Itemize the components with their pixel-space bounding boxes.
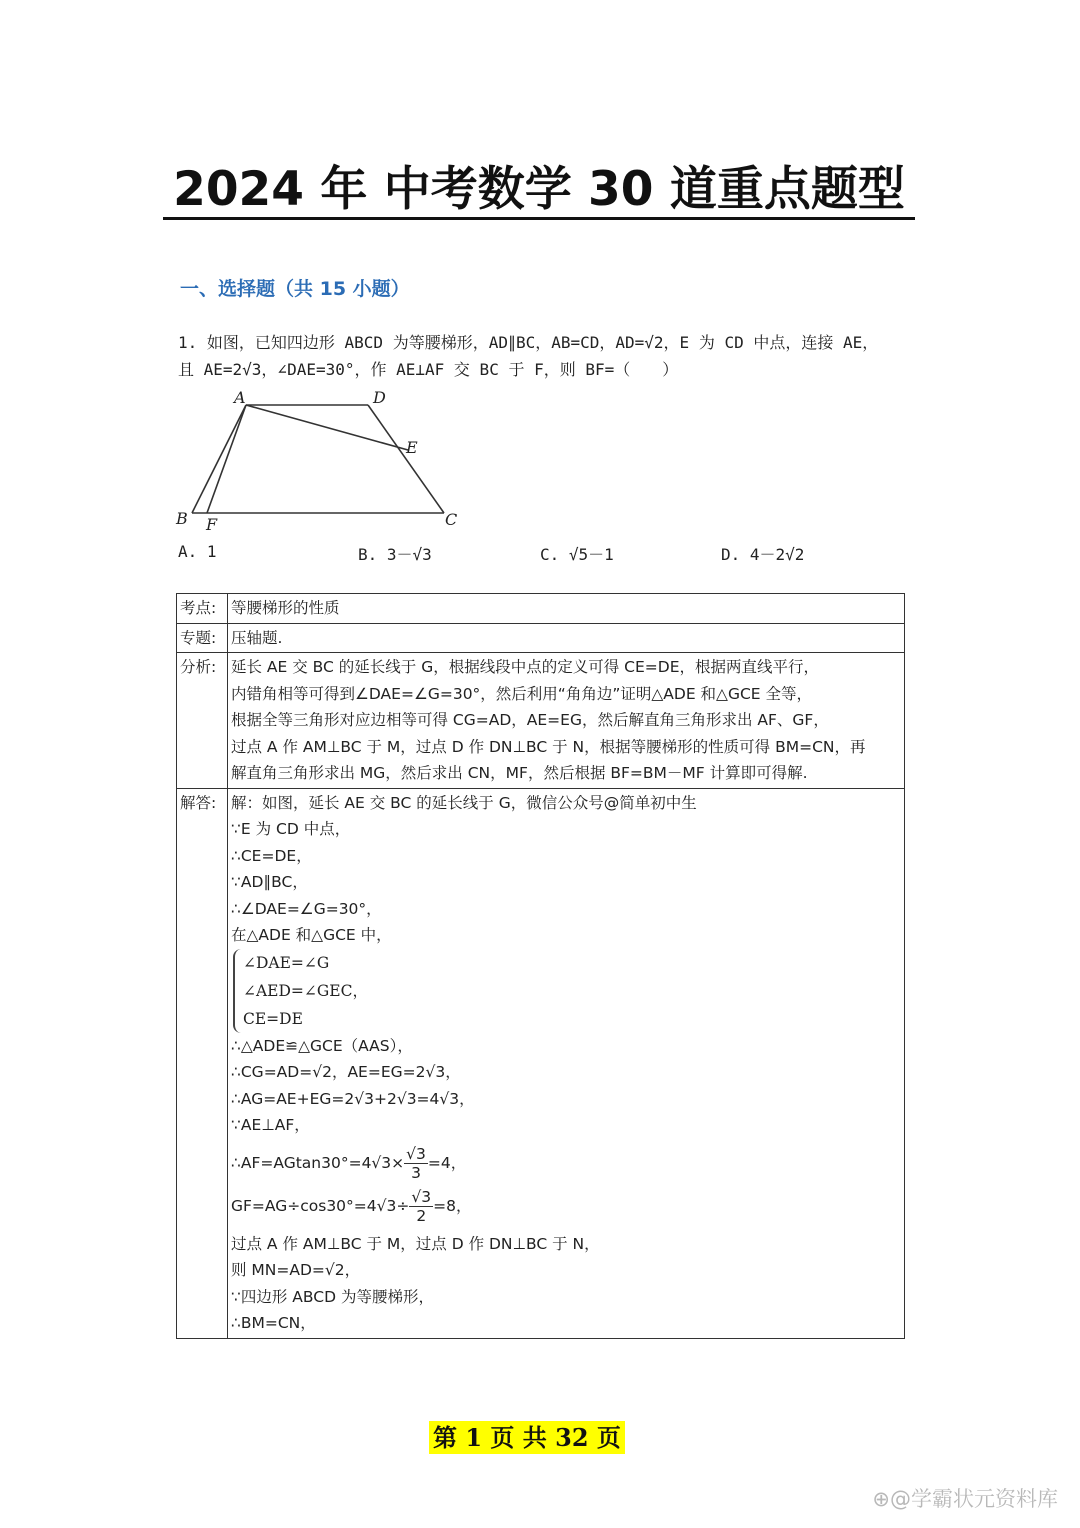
document-title: 2024 年 中考数学 30 道重点题型 xyxy=(173,162,905,217)
solution-line: 解：如图，延长 AE 交 BC 的延长线于 G，微信公众号@简单初中生 xyxy=(231,793,697,812)
solution-line: ∴CE=DE， xyxy=(231,846,312,865)
congruence-conditions-brace xyxy=(233,949,901,1033)
table-row xyxy=(177,653,905,789)
gf-denominator: 2 xyxy=(416,1206,427,1225)
zhuanti-label: 专题: xyxy=(177,623,228,653)
fenxi-line: 过点 A 作 AM⊥BC 于 M，过点 D 作 DN⊥BC 于 N，根据等腰梯形的性质可得 BM=CN，再 xyxy=(231,737,866,756)
segment-af xyxy=(207,405,246,513)
kaodian-value: 等腰梯形的性质 xyxy=(228,594,905,624)
option-a: A. 1 xyxy=(178,542,217,561)
af-fraction xyxy=(404,1145,428,1182)
brace-line: ∠AED=∠GEC， xyxy=(243,981,368,1000)
fenxi-label: 分析: xyxy=(177,653,228,789)
solution-line: 则 MN=AD=√2， xyxy=(231,1261,361,1279)
solution-line: 在△ADE 和△GCE 中， xyxy=(231,926,392,944)
af-prefix: ∴AF=AGtan30°=4√3× xyxy=(231,1153,405,1172)
segment-ab xyxy=(192,405,246,513)
page-number-footer: 第 1 页 共 32 页 xyxy=(429,1421,625,1454)
section-heading: 一、选择题（共 15 小题） xyxy=(180,278,410,300)
fenxi-line: 解直角三角形求出 MG，然后求出 CN，MF，然后根据 BF=BM－MF 计算即可得解. xyxy=(231,764,808,782)
solution-line: ∵AD∥BC， xyxy=(231,873,308,891)
solution-line: ∴BM=CN， xyxy=(231,1314,316,1332)
af-denominator: 3 xyxy=(411,1163,421,1182)
jieda-value xyxy=(228,788,905,1338)
solution-line: 过点 A 作 AM⊥BC 于 M，过点 D 作 DN⊥BC 于 N， xyxy=(231,1234,600,1253)
label-a: A xyxy=(234,388,246,407)
gf-fraction xyxy=(409,1188,433,1225)
gf-prefix: GF=AG÷cos30°=4√3÷ xyxy=(231,1196,410,1215)
fenxi-line: 内错角相等可得到∠DAE=∠G=30°，然后利用“角角边”证明△ADE 和△GCE 全等， xyxy=(231,684,813,703)
zhuanti-value: 压轴题. xyxy=(228,623,905,653)
title-underline xyxy=(163,217,915,220)
watermark-text: ⊕@学霸状元资料库 xyxy=(872,1487,1058,1511)
gf-suffix: =8， xyxy=(433,1196,472,1215)
label-d: D xyxy=(373,388,386,407)
brace-line: ∠DAE=∠G xyxy=(243,953,330,972)
gf-numerator: √3 xyxy=(411,1187,432,1206)
fenxi-line: 根据全等三角形对应边相等可得 CG=AD，AE=EG，然后解直角三角形求出 AF、GF， xyxy=(231,711,829,729)
question-line-2: 且 AE=2√3，∠DAE=30°，作 AE⊥AF 交 BC 于 F，则 BF=（ ） xyxy=(178,360,679,379)
table-row xyxy=(177,594,905,624)
segment-dc xyxy=(368,405,444,513)
fenxi-value xyxy=(228,653,905,789)
analysis-table xyxy=(176,593,905,1339)
af-equation xyxy=(231,1145,901,1182)
trapezoid-figure xyxy=(170,385,470,535)
solution-line: ∵四边形 ABCD 为等腰梯形， xyxy=(231,1287,434,1306)
table-row xyxy=(177,788,905,1338)
option-c: C. √5－1 xyxy=(540,545,614,564)
kaodian-label: 考点: xyxy=(177,594,228,624)
af-numerator: √3 xyxy=(406,1144,426,1163)
fenxi-line: 延长 AE 交 BC 的延长线于 G，根据线段中点的定义可得 CE=DE，根据两直线平行， xyxy=(231,658,819,676)
solution-line: ∴∠DAE=∠G=30°， xyxy=(231,899,382,918)
label-f: F xyxy=(206,515,218,534)
solution-line: ∴△ADE≌△GCE（AAS）， xyxy=(231,1036,413,1055)
solution-line: ∵AE⊥AF， xyxy=(231,1116,310,1134)
label-b: B xyxy=(176,509,188,528)
solution-line: ∵E 为 CD 中点， xyxy=(231,820,351,838)
gf-equation xyxy=(231,1188,901,1225)
brace-line: CE=DE xyxy=(243,1009,303,1028)
label-e: E xyxy=(406,438,418,457)
label-c: C xyxy=(445,510,458,529)
option-d: D. 4－2√2 xyxy=(721,545,805,564)
option-b: B. 3－√3 xyxy=(358,545,432,564)
question-line-1: 1. 如图，已知四边形 ABCD 为等腰梯形，AD∥BC，AB=CD，AD=√2，E 为 CD 中点，连接 AE， xyxy=(178,333,879,352)
table-row xyxy=(177,623,905,653)
solution-line: ∴AG=AE+EG=2√3+2√3=4√3， xyxy=(231,1089,475,1108)
jieda-label: 解答: xyxy=(177,788,228,1338)
solution-line: ∴CG=AD=√2，AE=EG=2√3， xyxy=(231,1063,461,1081)
af-suffix: =4， xyxy=(427,1153,467,1172)
